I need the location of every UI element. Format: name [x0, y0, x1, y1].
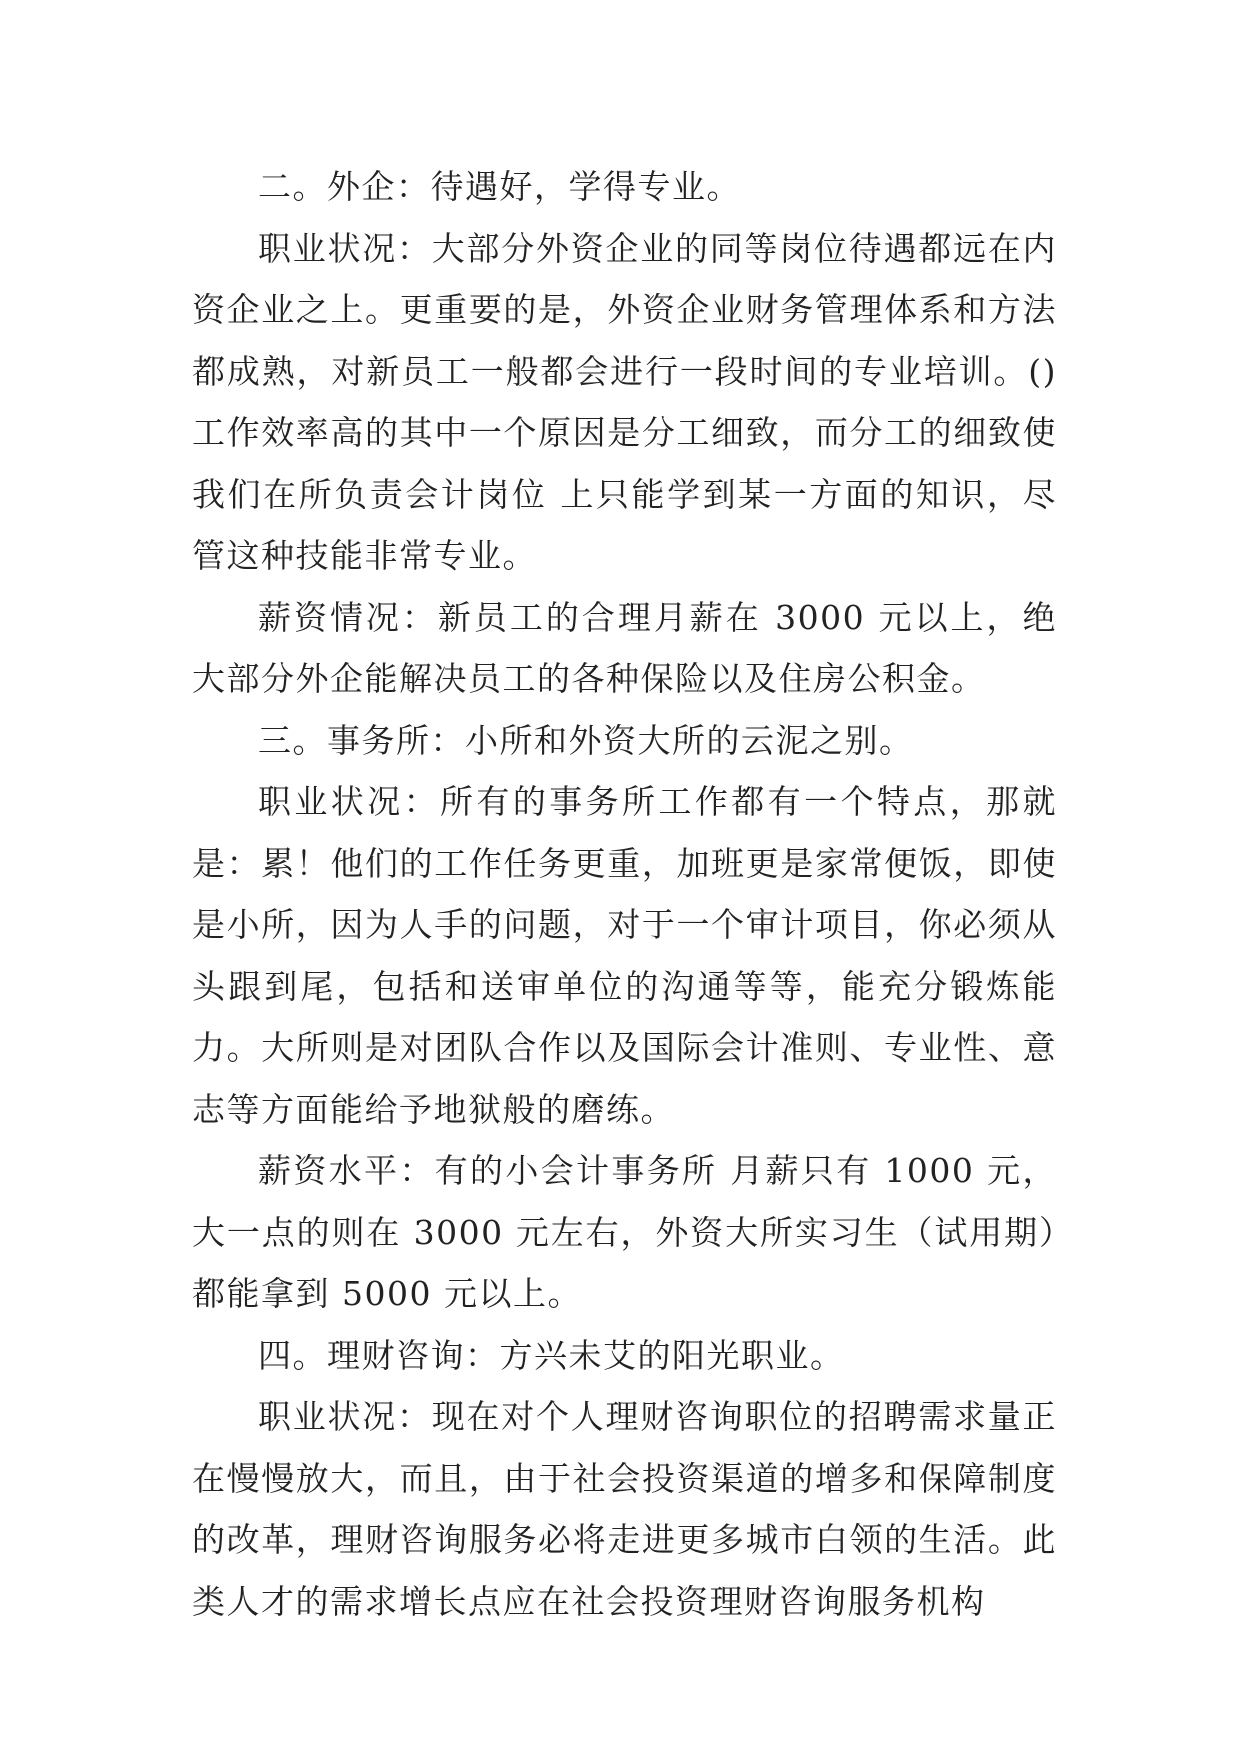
document-body — [192, 156, 1057, 1632]
paragraph-consulting-career-status: 职业状况：现在对个人理财咨询职位的招聘需求量正在慢慢放大，而且，由于社会投资渠道的增多和保障制度的改革，理财咨询服务必将走进更多城市白领的生活。此类人才的需求增长点应在社会投资理财咨询服务机构 — [192, 1397, 1057, 1621]
section-heading-foreign-companies: 二。外企：待遇好，学得专业。 — [258, 167, 741, 206]
paragraph-firm-salary: 薪资水平：有的小会计事务所 月薪只有 1000 元，大一点的则在 3000 元左右，外资大所实习生（试用期）都能拿到 5000 元以上。 — [192, 1151, 1057, 1313]
paragraph-foreign-career-status: 职业状况：大部分外资企业的同等岗位待遇都远在内资企业之上。更重要的是，外资企业财务管理体系和方法都成熟，对新员工一般都会进行一段时间的专业培训。()工作效率高的其中一个原因是分工细致，而分工的细致使我们在所负责会计岗位 上只能学到某一方面的知识，尽管这种技能非常专业。 — [192, 228, 1057, 575]
paragraph-firm-career-status: 职业状况：所有的事务所工作都有一个特点，那就是：累！他们的工作任务更重，加班更是家常便饭，即使是小所，因为人手的问题，对于一个审计项目，你必须从头跟到尾，包括和送审单位的沟通等等，能充分锻炼能力。大所则是对团队合作以及国际会计准则、专业性、意志等方面能给予地狱般的磨练。 — [192, 782, 1057, 1129]
paragraph-foreign-salary: 薪资情况：新员工的合理月薪在 3000 元以上，绝大部分外企能解决员工的各种保险以及住房公积金。 — [192, 597, 1057, 698]
section-heading-accounting-firms: 三。事务所：小所和外资大所的云泥之别。 — [258, 720, 914, 760]
section-heading-financial-consulting: 四。理财咨询：方兴未艾的阳光职业。 — [258, 1335, 845, 1375]
